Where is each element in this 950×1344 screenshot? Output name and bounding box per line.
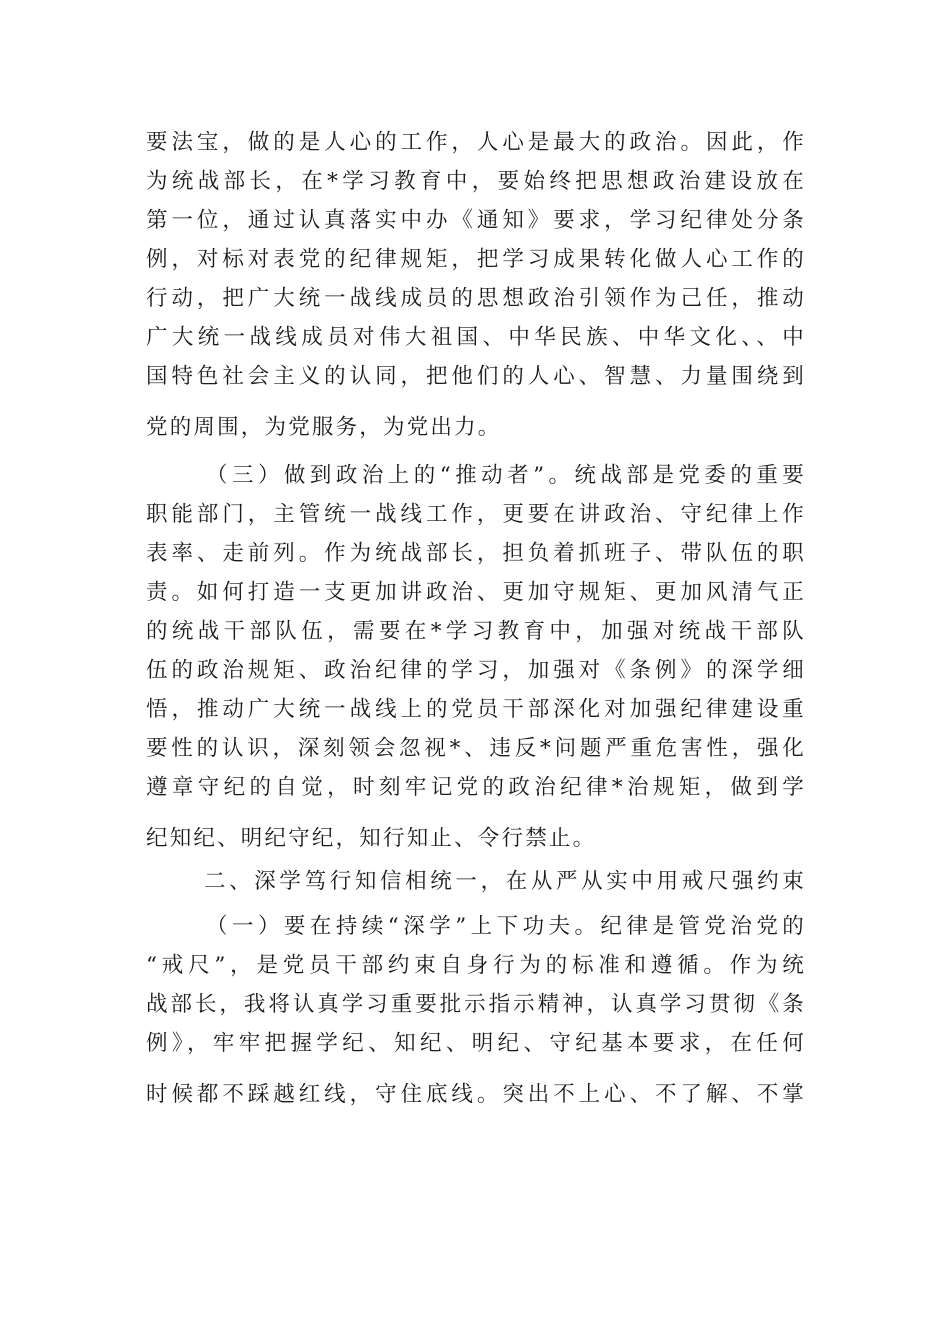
- paragraph-line: 时候都不踩越红线，守住底线。突出不上心、不了解、不掌: [146, 1082, 806, 1107]
- paragraph-line: 例》，牢牢把握学纪、知纪、明纪、守纪基本要求，在任何: [146, 1031, 806, 1056]
- paragraph-line: （三）做到政治上的“推动者”。统战部是党委的重要: [206, 463, 806, 488]
- paragraph-line: 纪知纪、明纪守纪，知行知止、令行禁止。: [146, 826, 597, 851]
- paragraph-line: “戒尺”，是党员干部约束自身行为的标准和遵循。作为统: [146, 953, 806, 978]
- paragraph-line: 例，对标对表党的纪律规矩，把学习成果转化做人心工作的: [146, 247, 806, 272]
- paragraph-line: 第一位，通过认真落实中办《通知》要求，学习纪律处分条: [146, 208, 806, 233]
- paragraph-line: 责。如何打造一支更加讲政治、更加守规矩、更加风清气正: [146, 580, 806, 605]
- paragraph-line: 行动，把广大统一战线成员的思想政治引领作为己任，推动: [146, 286, 806, 311]
- paragraph-line: 为统战部长，在*学习教育中，要始终把思想政治建设放在: [146, 169, 806, 194]
- paragraph-line: 国特色社会主义的认同，把他们的人心、智慧、力量围绕到: [146, 364, 806, 389]
- paragraph-line: 要法宝，做的是人心的工作，人心是最大的政治。因此，作: [146, 130, 806, 155]
- heading-line: 二、深学笃行知信相统一，在从严从实中用戒尺强约束: [204, 869, 806, 894]
- paragraph-line: 党的周围，为党服务，为党出力。: [146, 415, 502, 440]
- paragraph-line: 广大统一战线成员对伟大祖国、中华民族、中华文化、、中: [146, 325, 806, 350]
- paragraph-line: （一）要在持续“深学”上下功夫。纪律是管党治党的: [206, 914, 806, 939]
- paragraph-line: 的统战干部队伍，需要在*学习教育中，加强对统战干部队: [146, 619, 806, 644]
- paragraph-line: 要性的认识，深刻领会忽视*、违反*问题严重危害性，强化: [146, 736, 806, 761]
- paragraph-line: 表率、走前列。作为统战部长，担负着抓班子、带队伍的职: [146, 541, 806, 566]
- paragraph-line: 悟，推动广大统一战线上的党员干部深化对加强纪律建设重: [146, 697, 806, 722]
- paragraph-line: 战部长，我将认真学习重要批示指示精神，认真学习贯彻《条: [146, 992, 806, 1017]
- paragraph-line: 遵章守纪的自觉，时刻牢记党的政治纪律*治规矩，做到学: [146, 775, 806, 800]
- paragraph-line: 伍的政治规矩、政治纪律的学习，加强对《条例》的深学细: [146, 658, 806, 683]
- paragraph-line: 职能部门，主管统一战线工作，更要在讲政治、守纪律上作: [146, 502, 806, 527]
